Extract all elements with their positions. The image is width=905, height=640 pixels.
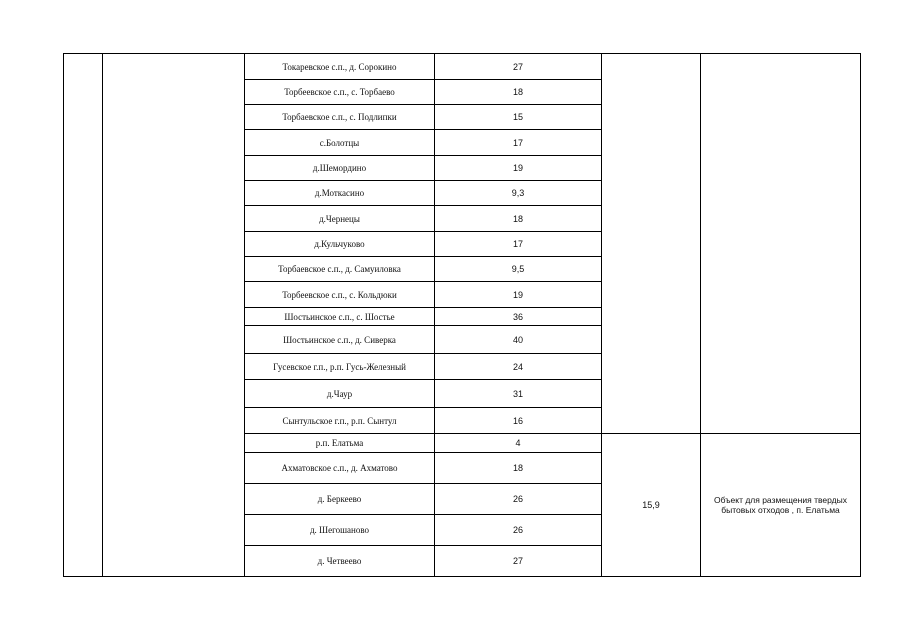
distance-cell: 26 bbox=[435, 484, 602, 515]
distance-cell: 16 bbox=[435, 408, 602, 434]
distance-cell: 27 bbox=[435, 54, 602, 80]
settlement-cell: Торбеевское с.п., с. Торбаево bbox=[245, 80, 435, 105]
blank-column-1 bbox=[64, 54, 103, 577]
settlement-cell: Гусевское г.п., р.п. Гусь-Железный bbox=[245, 354, 435, 380]
distance-cell: 15 bbox=[435, 105, 602, 130]
distance-cell: 40 bbox=[435, 326, 602, 354]
group-b-facility-cell: Объект для размещения твердых бытовых отходов , п. Елатьма bbox=[701, 434, 861, 577]
settlement-cell: Шостьинское с.п., д. Сиверка bbox=[245, 326, 435, 354]
distance-cell: 18 bbox=[435, 206, 602, 232]
group-b-value-cell: 15,9 bbox=[602, 434, 701, 577]
distance-cell: 31 bbox=[435, 380, 602, 408]
distance-cell: 24 bbox=[435, 354, 602, 380]
distance-cell: 9,3 bbox=[435, 181, 602, 206]
group-a-facility-cell bbox=[701, 54, 861, 434]
distance-cell: 4 bbox=[435, 434, 602, 453]
settlement-cell: Торбеевское с.п., с. Кольдюки bbox=[245, 282, 435, 308]
blank-column-2 bbox=[103, 54, 245, 577]
settlement-cell: Шостьинское с.п., с. Шостье bbox=[245, 308, 435, 326]
settlement-cell: Торбаевское с.п., с. Подлипки bbox=[245, 105, 435, 130]
distance-cell: 17 bbox=[435, 232, 602, 257]
settlement-cell: д. Четвеево bbox=[245, 546, 435, 577]
distance-cell: 19 bbox=[435, 156, 602, 181]
settlement-cell: р.п. Елатьма bbox=[245, 434, 435, 453]
distance-cell: 27 bbox=[435, 546, 602, 577]
distance-cell: 18 bbox=[435, 453, 602, 484]
settlement-cell: д.Кульчуково bbox=[245, 232, 435, 257]
settlement-cell: д.Шемордино bbox=[245, 156, 435, 181]
distance-cell: 9,5 bbox=[435, 257, 602, 282]
settlement-cell: д.Чернецы bbox=[245, 206, 435, 232]
table-row bbox=[64, 54, 861, 80]
settlement-cell: Торбаевское с.п., д. Самуиловка bbox=[245, 257, 435, 282]
settlement-cell: д.Чаур bbox=[245, 380, 435, 408]
distance-cell: 17 bbox=[435, 130, 602, 156]
settlement-cell: Сынтульское г.п., р.п. Сынтул bbox=[245, 408, 435, 434]
settlement-cell: д. Шегошаново bbox=[245, 515, 435, 546]
distance-cell: 19 bbox=[435, 282, 602, 308]
group-a-value-cell bbox=[602, 54, 701, 434]
settlement-cell: д.Моткасино bbox=[245, 181, 435, 206]
settlement-cell: Токаревское с.п., д. Сорокино bbox=[245, 54, 435, 80]
distance-cell: 36 bbox=[435, 308, 602, 326]
settlement-cell: с.Болотцы bbox=[245, 130, 435, 156]
settlement-cell: Ахматовское с.п., д. Ахматово bbox=[245, 453, 435, 484]
distance-cell: 26 bbox=[435, 515, 602, 546]
settlement-cell: д. Беркеево bbox=[245, 484, 435, 515]
settlements-table bbox=[63, 53, 861, 577]
distance-cell: 18 bbox=[435, 80, 602, 105]
